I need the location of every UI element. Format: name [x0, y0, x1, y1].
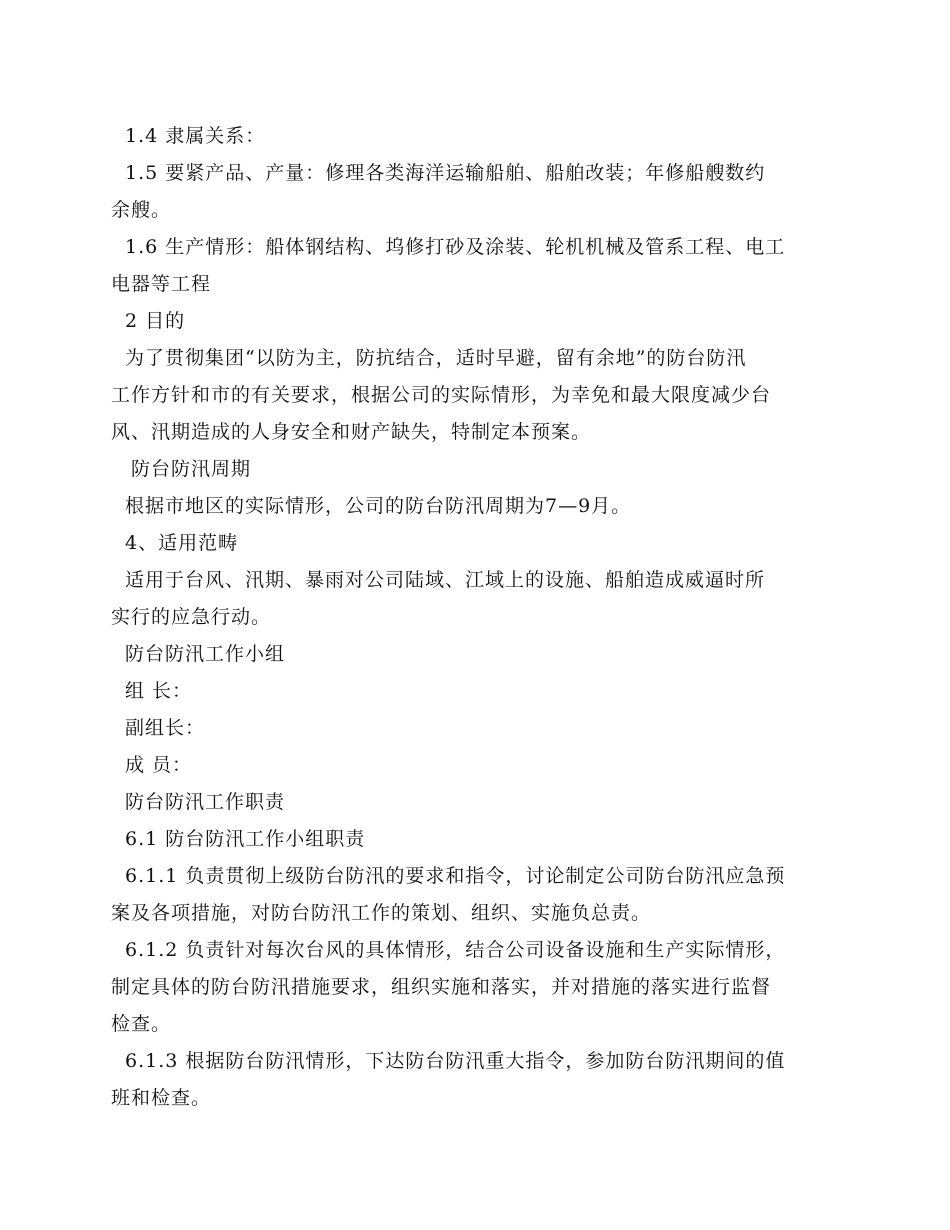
- section-6-1-heading: 6.1 防台防汛工作小组职责: [125, 828, 366, 850]
- deputy-leader-label: 副组长：: [125, 717, 206, 739]
- section-6-1-1-line-1: 6.1.1 负责贯彻上级防台防汛的要求和指令，讨论制定公司防台防汛应急预: [125, 865, 786, 887]
- section-6-1-3-line-1: 6.1.3 根据防台防汛情形，下达防台防汛重大指令，参加防台防汛期间的值: [125, 1050, 786, 1072]
- purpose-paragraph-line-2: 工作方针和市的有关要求，根据公司的实际情形，为幸免和最大限度减少台: [111, 384, 772, 406]
- section-2-heading: 2 目的: [125, 310, 186, 332]
- section-6-1-2-line-2: 制定具体的防台防汛措施要求，组织实施和落实，并对措施的落实进行监督: [111, 976, 772, 998]
- purpose-paragraph-line-1: 为了贯彻集团“以防为主，防抗结合，适时早避，留有余地”的防台防汛: [125, 347, 747, 369]
- section-6-1-2-line-3: 检查。: [111, 1013, 172, 1035]
- section-1-4-subordination: 1.4 隶属关系：: [125, 125, 266, 147]
- section-1-5-products-cont: 余艘。: [111, 199, 172, 221]
- section-6-1-3-line-2: 班和检查。: [111, 1087, 212, 1109]
- purpose-paragraph-line-3: 风、汛期造成的人身安全和财产缺失，特制定本预案。: [111, 421, 592, 443]
- working-group-heading: 防台防汛工作小组: [125, 643, 286, 665]
- scope-paragraph-line-2: 实行的应急行动。: [111, 606, 272, 628]
- period-paragraph: 根据市地区的实际情形，公司的防台防汛周期为7—9月。: [125, 495, 632, 517]
- section-6-1-1-line-2: 案及各项措施，对防台防汛工作的策划、组织、实施负总责。: [111, 902, 652, 924]
- document-body: [111, 118, 841, 1117]
- duties-heading: 防台防汛工作职责: [125, 791, 286, 813]
- period-heading: 防台防汛周期: [131, 458, 252, 480]
- section-1-5-products: 1.5 要紧产品、产量：修理各类海洋运输船舶、船舶改装；年修船艘数约: [125, 162, 766, 184]
- section-1-6-production-cont: 电器等工程: [111, 273, 212, 295]
- section-1-6-production: 1.6 生产情形：船体钢结构、坞修打砂及涂装、轮机机械及管系工程、电工: [125, 236, 786, 258]
- group-leader-label: 组 长：: [125, 680, 193, 702]
- members-label: 成 员：: [125, 754, 193, 776]
- scope-paragraph-line-1: 适用于台风、汛期、暴雨对公司陆域、江域上的设施、船舶造成威逼时所: [125, 569, 766, 591]
- section-4-heading: 4、适用范畴: [125, 532, 239, 554]
- section-6-1-2-line-1: 6.1.2 负责针对每次台风的具体情形，结合公司设备设施和生产实际情形，: [125, 939, 786, 961]
